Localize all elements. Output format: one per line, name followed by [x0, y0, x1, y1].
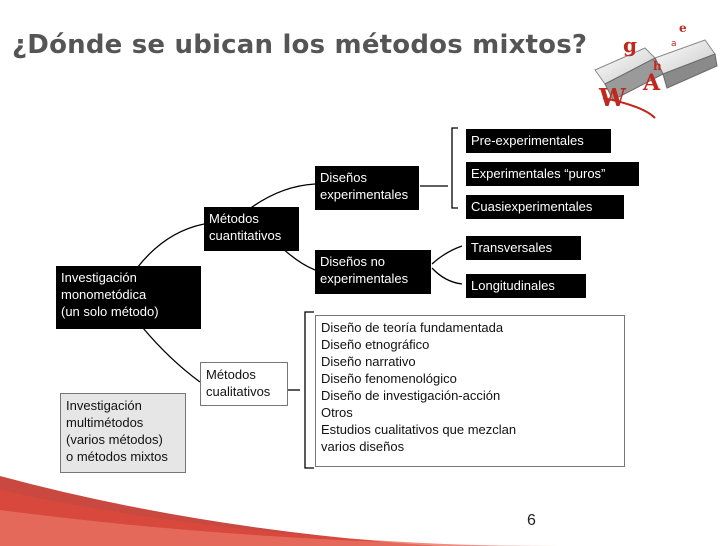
qual-design-item: Diseño de investigación-acción [321, 388, 501, 403]
page-number: 6 [527, 512, 536, 529]
node-monomethod-line-3: (un solo método) [61, 304, 159, 319]
node-multimethod-line-1: Investigación [66, 398, 142, 413]
node-nonexperimental-designs-line-2: experimentales [320, 271, 409, 286]
qual-design-item: Diseño etnográfico [321, 337, 430, 352]
node-cross-sectional [466, 236, 581, 260]
node-quasiexperimental [466, 195, 624, 219]
logo-letter-a-big: A [643, 70, 661, 96]
node-monomethod-line-1: Investigación [61, 270, 137, 285]
connector-root-cuant [137, 224, 204, 268]
logo-letter-h: h [653, 59, 662, 73]
qual-design-item: Diseño narrativo [321, 354, 416, 369]
qual-design-item: varios diseños [321, 439, 405, 454]
node-nonexperimental-designs [315, 250, 431, 294]
logo-letter-w: W [599, 83, 626, 112]
logo-letter-e: e [679, 21, 687, 35]
qual-design-item: Diseño de teoría fundamentada [321, 320, 504, 335]
node-qualitative-line-2: cualitativos [206, 384, 271, 399]
node-preexperimental [466, 129, 611, 153]
qualitative-designs-list [315, 315, 625, 467]
logo-letter-g: g [623, 33, 637, 57]
node-qualitative [200, 362, 288, 406]
node-cross-sectional-label: Transversales [471, 240, 553, 255]
connector-noexp-longi [432, 268, 462, 284]
qual-design-item: Otros [321, 405, 353, 420]
node-experimental-designs-line-1: Diseños [320, 170, 367, 185]
qual-design-item: Diseño fenomenológico [321, 371, 457, 386]
node-qualitative-line-1: Métodos [206, 367, 256, 382]
node-multimethod-line-2: multimétodos [66, 415, 144, 430]
node-longitudinal [466, 274, 586, 298]
slide-title: ¿Dónde se ubican los métodos mixtos? [12, 30, 588, 60]
connector-noexp-trans [432, 246, 462, 264]
node-quantitative-line-1: Métodos [209, 211, 259, 226]
node-experimental-designs [315, 166, 419, 210]
qual-design-item: Estudios cualitativos que mezclan [321, 422, 517, 437]
node-nonexperimental-designs-line-1: Diseños no [320, 254, 386, 269]
node-monomethod-line-2: monometódica [61, 287, 147, 302]
logo-letter-a: a [671, 39, 677, 49]
node-true-experimental-label: Experimentales “puros” [471, 166, 606, 181]
node-quantitative [204, 207, 299, 251]
node-preexperimental-label: Pre-experimentales [471, 133, 584, 148]
node-longitudinal-label: Longitudinales [471, 278, 555, 293]
node-multimethod-line-3: (varios métodos) [66, 432, 163, 447]
footer-swoosh [0, 470, 728, 546]
node-experimental-designs-line-2: experimentales [320, 187, 409, 202]
node-quasiexperimental-label: Cuasiexperimentales [471, 199, 593, 214]
node-monomethod [56, 266, 201, 329]
bracket-experimental [452, 128, 458, 208]
node-true-experimental [466, 162, 639, 186]
node-multimethod [60, 393, 186, 473]
node-multimethod-line-4: o métodos mixtos [66, 449, 168, 464]
node-quantitative-line-2: cuantitativos [209, 228, 282, 243]
bracket-qualitative [305, 312, 314, 468]
connector-root-cual [143, 328, 200, 382]
